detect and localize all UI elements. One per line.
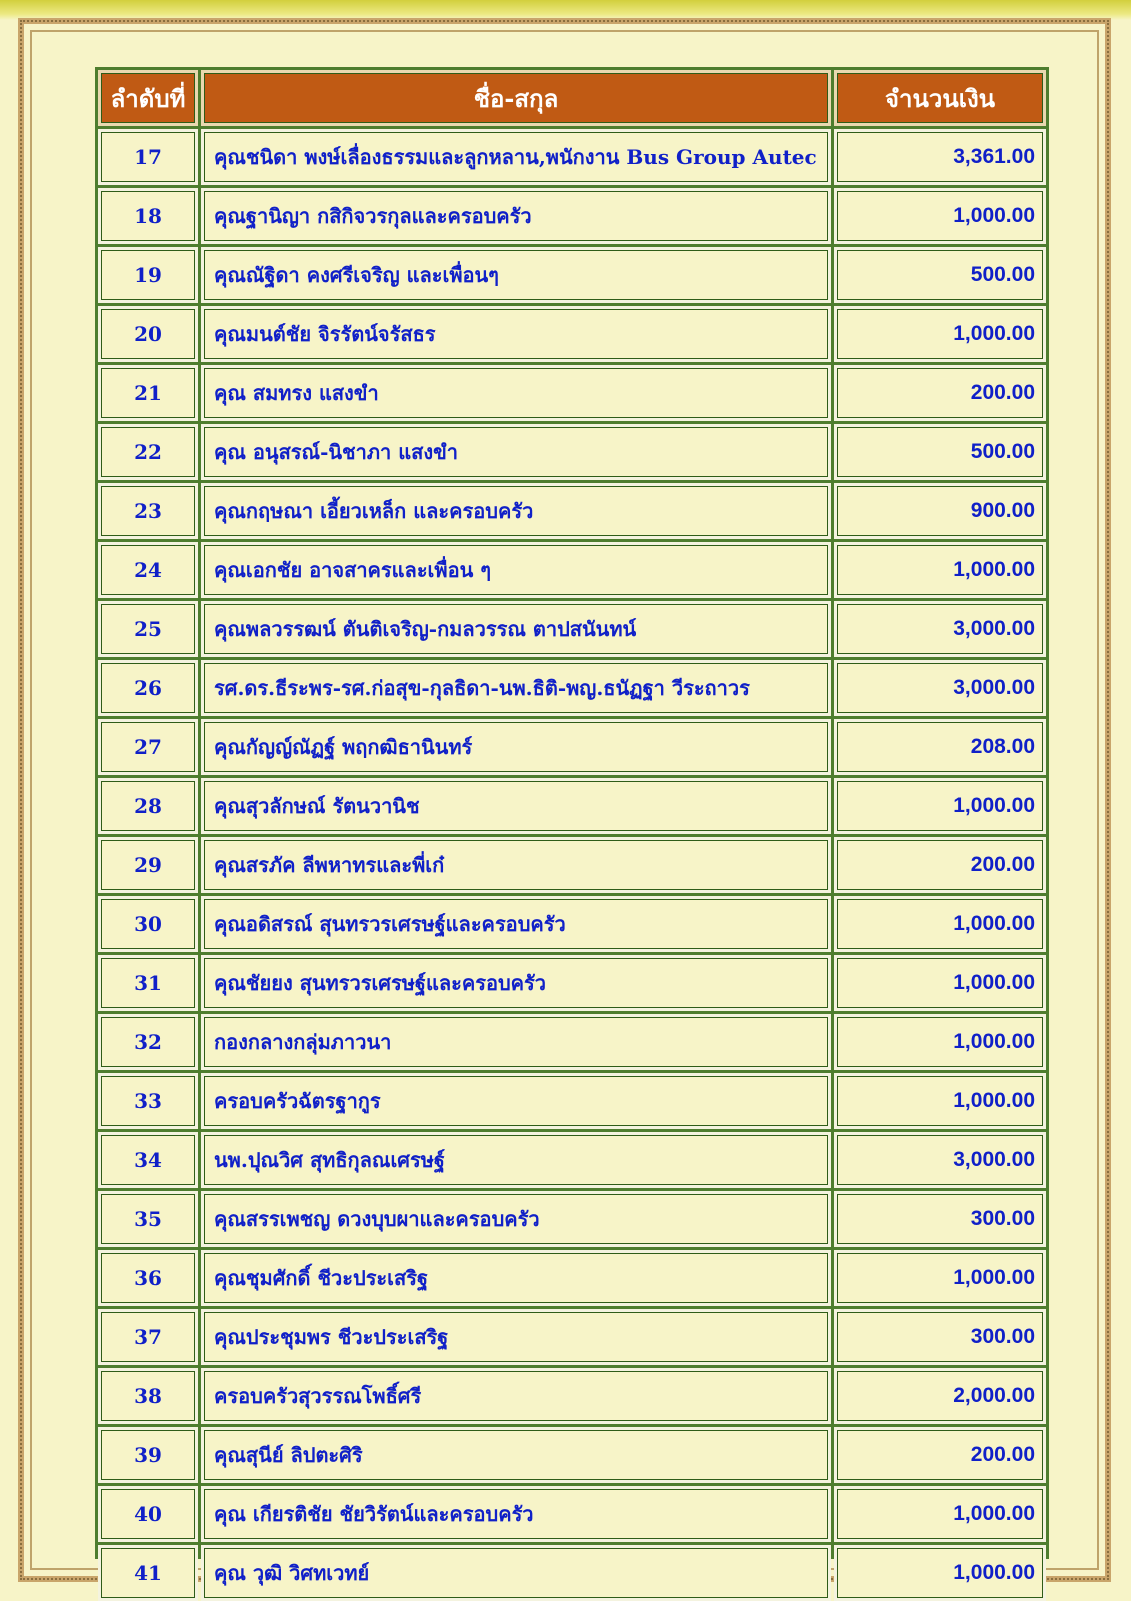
row-number: 26 [98, 660, 198, 716]
row-name: ครอบครัวสุวรรณโพธิ์ศรี [201, 1368, 831, 1424]
row-number: 20 [98, 306, 198, 362]
row-amount: 200.00 [834, 365, 1046, 421]
row-amount: 300.00 [834, 1309, 1046, 1365]
row-number: 34 [98, 1132, 198, 1188]
row-name: คุณ สมทรง แสงขำ [201, 365, 831, 421]
row-name: กองกลางกลุ่มภาวนา [201, 1014, 831, 1070]
row-number: 38 [98, 1368, 198, 1424]
row-amount: 500.00 [834, 424, 1046, 480]
row-amount: 3,000.00 [834, 601, 1046, 657]
row-name: คุณประชุมพร ชีวะประเสริฐ [201, 1309, 831, 1365]
row-number: 23 [98, 483, 198, 539]
row-name: คุณกฤษณา เอี้ยวเหล็ก และครอบครัว [201, 483, 831, 539]
row-amount: 3,000.00 [834, 1132, 1046, 1188]
row-amount: 1,000.00 [834, 1250, 1046, 1306]
header-name: ชื่อ-สกุล [201, 70, 831, 126]
row-name: คุณ วุฒิ วิศทเวทย์ [201, 1545, 831, 1601]
row-name: คุณสุนีย์ ลิปตะศิริ [201, 1427, 831, 1483]
row-number: 29 [98, 837, 198, 893]
row-number: 41 [98, 1545, 198, 1601]
row-amount: 1,000.00 [834, 896, 1046, 952]
row-number: 37 [98, 1309, 198, 1365]
row-number: 33 [98, 1073, 198, 1129]
row-amount: 2,000.00 [834, 1368, 1046, 1424]
row-name: คุณฐานิญา กสิกิจวรกุลและครอบครัว [201, 188, 831, 244]
row-amount: 900.00 [834, 483, 1046, 539]
row-name: คุณ อนุสรณ์-นิชาภา แสงขำ [201, 424, 831, 480]
row-amount: 3,361.00 [834, 129, 1046, 185]
donation-table [95, 67, 1049, 1585]
row-name: คุณสุวลักษณ์ รัตนวานิช [201, 778, 831, 834]
row-number: 24 [98, 542, 198, 598]
row-name: คุณสรภัค ลีพหาทรและพี่เก๋ [201, 837, 831, 893]
row-amount: 1,000.00 [834, 1486, 1046, 1542]
row-amount: 300.00 [834, 1191, 1046, 1247]
row-number: 22 [98, 424, 198, 480]
row-amount: 1,000.00 [834, 1073, 1046, 1129]
row-amount: 208.00 [834, 719, 1046, 775]
row-number: 21 [98, 365, 198, 421]
top-decorative-band [0, 0, 1131, 20]
row-number: 17 [98, 129, 198, 185]
row-amount: 200.00 [834, 837, 1046, 893]
header-number: ลำดับที่ [98, 70, 198, 126]
row-name: ครอบครัวฉัตรฐากูร [201, 1073, 831, 1129]
row-number: 18 [98, 188, 198, 244]
row-amount: 1,000.00 [834, 778, 1046, 834]
row-name: คุณอดิสรณ์ สุนทรวรเศรษฐ์และครอบครัว [201, 896, 831, 952]
row-name: คุณ เกียรติชัย ชัยวิรัตน์และครอบครัว [201, 1486, 831, 1542]
row-name: คุณชัยยง สุนทรวรเศรษฐ์และครอบครัว [201, 955, 831, 1011]
row-number: 30 [98, 896, 198, 952]
row-number: 32 [98, 1014, 198, 1070]
row-name: คุณพลวรรฒน์ ตันติเจริญ-กมลวรรณ ตาปสนันทน์ [201, 601, 831, 657]
row-number: 35 [98, 1191, 198, 1247]
row-number: 25 [98, 601, 198, 657]
row-number: 27 [98, 719, 198, 775]
row-amount: 1,000.00 [834, 1014, 1046, 1070]
row-amount: 1,000.00 [834, 188, 1046, 244]
row-amount: 1,000.00 [834, 1545, 1046, 1601]
row-amount: 1,000.00 [834, 306, 1046, 362]
row-number: 40 [98, 1486, 198, 1542]
row-name: คุณกัญญ์ณัฏฐ์ พฤกฒิธานินทร์ [201, 719, 831, 775]
row-number: 36 [98, 1250, 198, 1306]
row-amount: 200.00 [834, 1427, 1046, 1483]
row-number: 39 [98, 1427, 198, 1483]
row-name: คุณณัฐิดา คงศรีเจริญ และเพื่อนๆ [201, 247, 831, 303]
header-amount: จำนวนเงิน [834, 70, 1046, 126]
row-amount: 1,000.00 [834, 542, 1046, 598]
row-name: คุณชนิดา พงษ์เลื่องธรรมและลูกหลาน,พนักงาน Bus Group Autec [201, 129, 831, 185]
row-name: คุณเอกชัย อาจสาครและเพื่อน ๆ [201, 542, 831, 598]
row-amount: 3,000.00 [834, 660, 1046, 716]
row-name: คุณมนต์ชัย จิรรัตน์จรัสธร [201, 306, 831, 362]
row-amount: 1,000.00 [834, 955, 1046, 1011]
row-number: 31 [98, 955, 198, 1011]
donation-table-grid [98, 70, 1046, 1585]
row-number: 19 [98, 247, 198, 303]
row-name: รศ.ดร.ธีระพร-รศ.ก่อสุข-กุลธิดา-นพ.ธิติ-พญ.ธนัฏฐา วีระถาวร [201, 660, 831, 716]
row-amount: 500.00 [834, 247, 1046, 303]
row-name: นพ.ปุณวิศ สุทธิกุลณเศรษฐ์ [201, 1132, 831, 1188]
row-number: 28 [98, 778, 198, 834]
row-name: คุณชุมศักดิ์ ชีวะประเสริฐ [201, 1250, 831, 1306]
row-name: คุณสรรเพชญ ดวงบุบผาและครอบครัว [201, 1191, 831, 1247]
